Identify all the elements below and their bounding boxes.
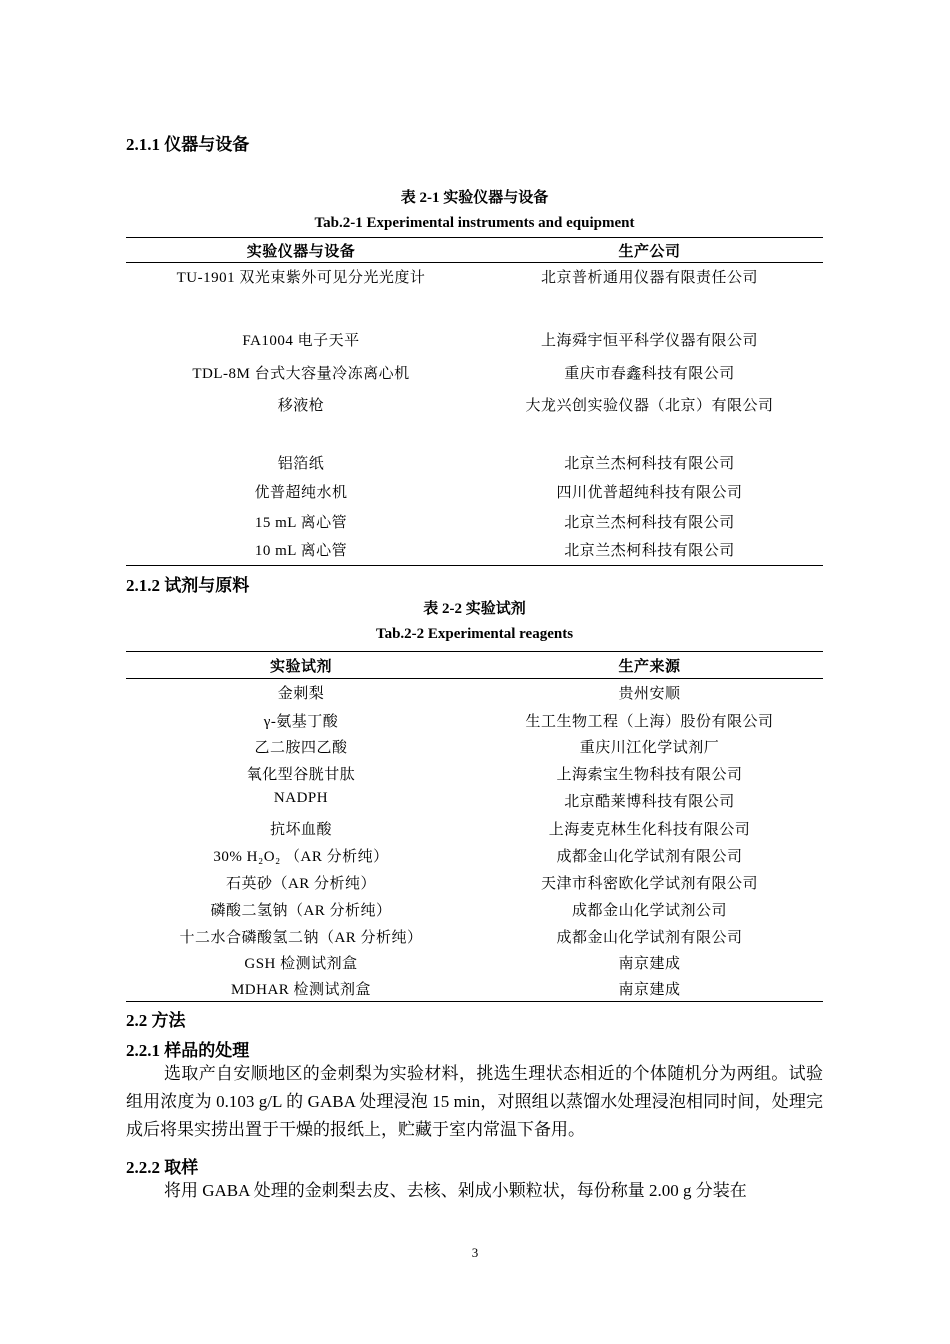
section-heading-2-2-1: 2.2.1 样品的处理 xyxy=(126,1041,250,1060)
table1-bottom-rule xyxy=(126,565,823,566)
table-cell: 四川优普超纯科技有限公司 xyxy=(556,485,743,501)
table1-header-rule xyxy=(126,262,823,263)
table-cell: MDHAR 检测试剂盒 xyxy=(230,982,372,998)
table-cell: 抗坏血酸 xyxy=(269,822,332,838)
table1-top-rule xyxy=(126,237,823,238)
table-cell: 磷酸二氢钠（AR 分析纯） xyxy=(210,903,392,919)
paragraph-text: 将用 GABA 处理的金刺梨去皮、去核、剁成小颗粒状，每份称量 2.00 g 分装在 xyxy=(164,1181,747,1200)
table-cell: GSH 检测试剂盒 xyxy=(244,956,358,972)
table-cell: 北京普析通用仪器有限责任公司 xyxy=(540,270,758,286)
section-heading-2-2-2: 2.2.2 取样 xyxy=(126,1158,199,1177)
table-cell: 石英砂（AR 分析纯） xyxy=(225,876,377,892)
table1-caption-cn: 表 2-1 实验仪器与设备 xyxy=(400,190,549,206)
table-cell: 30% H₂O₂ （AR 分析纯） xyxy=(213,849,389,865)
section-heading-2-1-1: 2.1.1 仪器与设备 xyxy=(126,135,250,154)
table-cell: 上海麦克林生化科技有限公司 xyxy=(548,822,751,838)
table2-header-source: 生产来源 xyxy=(618,659,681,675)
paragraph-text: 选取产自安顺地区的金刺梨为实验材料，挑选生理状态相近的个体随机分为两组。试验组用浓度为 0.103 g/L 的 GABA 处理浸泡 15 min，对照组以蒸馏水处理浸泡相同时间，处理完成后将果实捞出置于干燥的报纸上，贮藏于室内常温下备用。 xyxy=(126,1064,823,1139)
table-cell: 10 mL 离心管 xyxy=(254,543,348,559)
table-cell: NADPH xyxy=(273,790,329,806)
table-cell: 金刺梨 xyxy=(277,686,325,702)
table-cell: 上海舜宇恒平科学仪器有限公司 xyxy=(540,333,758,349)
table-cell: γ-氨基丁酸 xyxy=(263,714,339,730)
table2-caption-cn: 表 2-2 实验试剂 xyxy=(423,601,526,617)
table-cell: 上海索宝生物科技有限公司 xyxy=(556,767,743,783)
paragraph-sampling xyxy=(126,1177,823,1205)
table-cell: 天津市科密欧化学试剂有限公司 xyxy=(540,876,758,892)
table-cell: 优普超纯水机 xyxy=(254,485,348,501)
table-cell: FA1004 电子天平 xyxy=(242,333,360,349)
table-cell: 重庆川江化学试剂厂 xyxy=(579,740,720,756)
table2-top-rule xyxy=(126,651,823,652)
table-cell: 贵州安顺 xyxy=(618,686,681,702)
table-cell: 移液枪 xyxy=(277,398,325,414)
section-heading-2-2: 2.2 方法 xyxy=(126,1011,186,1030)
table2-caption-en: Tab.2-2 Experimental reagents xyxy=(375,626,574,642)
table-cell: TU-1901 双光束紫外可见分光光度计 xyxy=(176,270,426,286)
paragraph-sample-treatment xyxy=(126,1060,823,1144)
table-cell: 南京建成 xyxy=(618,982,681,998)
table-cell: 乙二胺四乙酸 xyxy=(254,740,348,756)
page-number: 3 xyxy=(471,1245,479,1260)
table1-caption-en: Tab.2-1 Experimental instruments and equipment xyxy=(314,215,635,231)
table-cell: 成都金山化学试剂有限公司 xyxy=(556,930,743,946)
table-cell: 成都金山化学试剂公司 xyxy=(571,903,727,919)
table2-bottom-rule xyxy=(126,1001,823,1002)
table-cell: 生工生物工程（上海）股份有限公司 xyxy=(525,714,774,730)
table-cell: 铝箔纸 xyxy=(277,456,325,472)
table1-header-instrument: 实验仪器与设备 xyxy=(246,244,356,260)
section-heading-2-1-2: 2.1.2 试剂与原料 xyxy=(126,576,250,595)
table-cell: 氧化型谷胱甘肽 xyxy=(246,767,356,783)
table-cell: 北京兰杰柯科技有限公司 xyxy=(564,543,735,559)
table-cell: 北京兰杰柯科技有限公司 xyxy=(564,456,735,472)
table-cell: TDL-8M 台式大容量冷冻离心机 xyxy=(192,366,410,382)
table-cell: 15 mL 离心管 xyxy=(254,515,348,531)
table-cell: 大龙兴创实验仪器（北京）有限公司 xyxy=(525,398,774,414)
table-cell: 十二水合磷酸氢二钠（AR 分析纯） xyxy=(179,930,423,946)
table-cell: 北京酷莱博科技有限公司 xyxy=(564,794,735,810)
table2-header-reagent: 实验试剂 xyxy=(269,659,332,675)
table2-header-rule xyxy=(126,678,823,679)
table-cell: 成都金山化学试剂有限公司 xyxy=(556,849,743,865)
table-cell: 重庆市春鑫科技有限公司 xyxy=(564,366,735,382)
table-cell: 北京兰杰柯科技有限公司 xyxy=(564,515,735,531)
table1-header-company: 生产公司 xyxy=(618,244,681,260)
table-cell: 南京建成 xyxy=(618,956,681,972)
